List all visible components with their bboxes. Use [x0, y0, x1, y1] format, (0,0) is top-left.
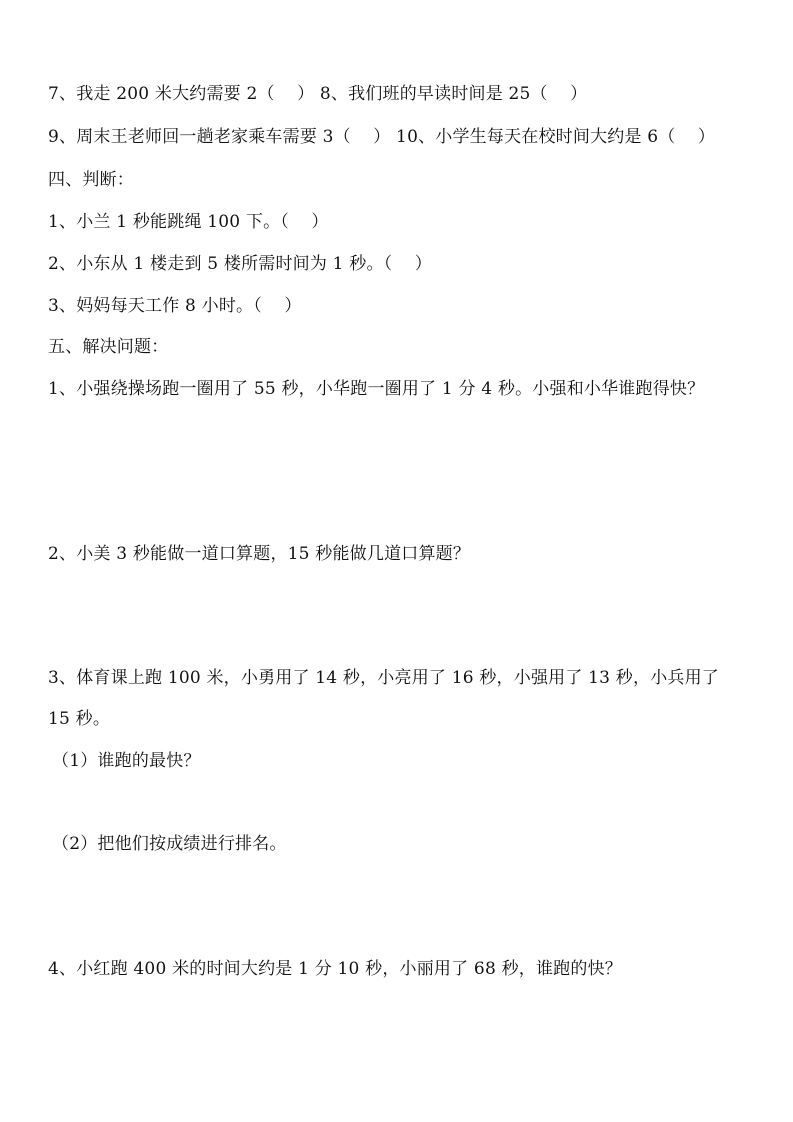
problem-2: 2、小美 3 秒能做一道口算题，15 秒能做几道口算题？ — [48, 544, 471, 564]
problem-4: 4、小红跑 400 米的时间大约是 1 分 10 秒，小丽用了 68 秒，谁跑的快？ — [48, 959, 622, 979]
problems-heading: 五、解决问题： — [48, 337, 169, 357]
problem-3-line-1: 3、体育课上跑 100 米，小勇用了 14 秒，小亮用了 16 秒，小强用了 13 秒，小兵用了 — [48, 668, 719, 688]
problem-1: 1、小强绕操场跑一圈用了 55 秒，小华跑一圈用了 1 分 4 秒。小强和小华谁跑得快？ — [48, 379, 705, 399]
judgment-item-2: 2、小东从 1 楼走到 5 楼所需时间为 1 秒。（ ） — [48, 254, 433, 274]
question-9-10: 9、周末王老师回一趟老家乘车需要 3（ ） 10、小学生每天在校时间大约是 6（ ） — [48, 127, 716, 147]
problem-3-line-2: 15 秒。 — [48, 709, 111, 729]
judgment-item-1: 1、小兰 1 秒能跳绳 100 下。（ ） — [48, 212, 329, 232]
problem-3-sub-1: （1）谁跑的最快？ — [52, 751, 201, 771]
judgment-heading: 四、判断： — [48, 170, 134, 190]
question-7-8: 7、我走 200 米大约需要 2（ ） 8、我们班的早读时间是 25（ ） — [48, 84, 588, 104]
problem-3-sub-2: （2）把他们按成绩进行排名。 — [52, 834, 287, 854]
judgment-item-3: 3、妈妈每天工作 8 小时。（ ） — [48, 296, 302, 316]
